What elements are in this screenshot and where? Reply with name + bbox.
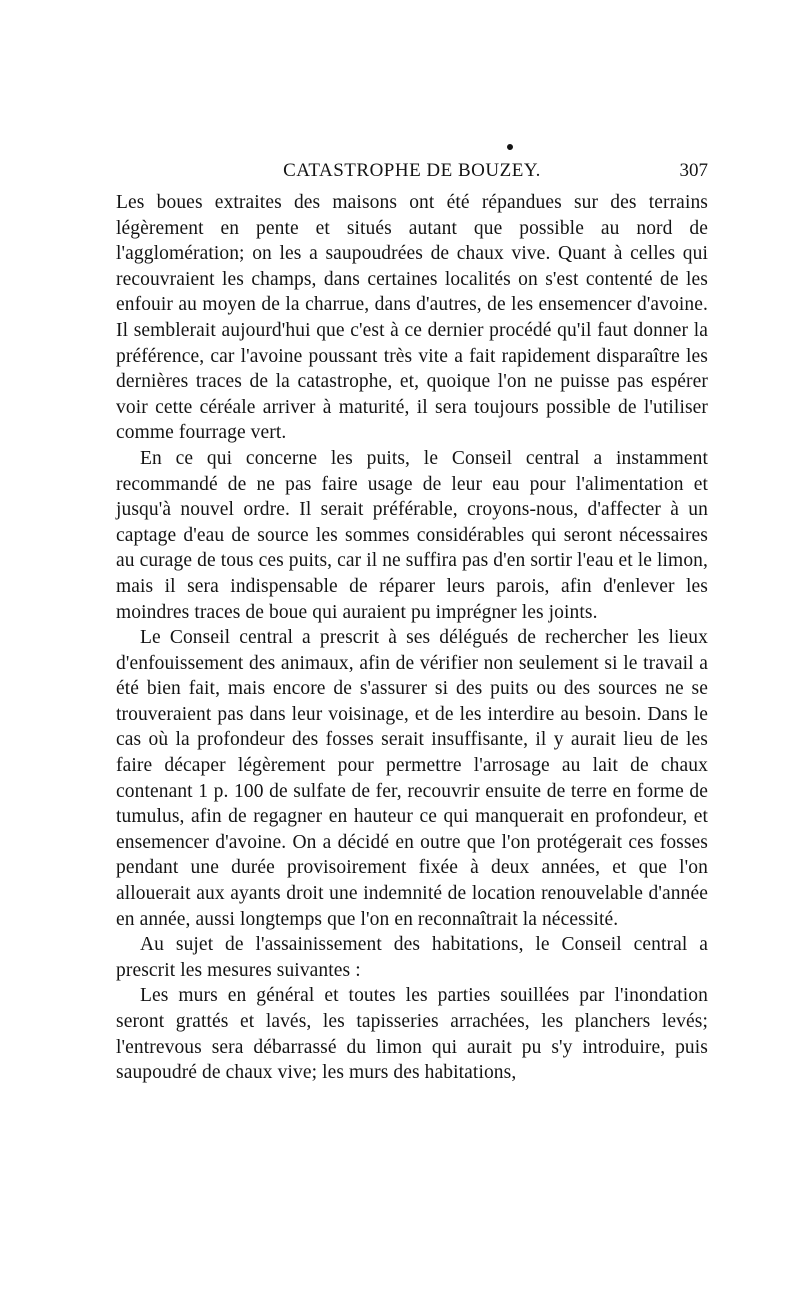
paragraph-animaux: Le Conseil central a prescrit à ses délégués de rechercher les lieux d'enfouissement des animaux, afin de vérifier non seulement si le travail a été bien fait, mais encore de s'assurer si des puits ou des sources ne se trouveraient pas dans leur voisinage, et de les interdire au besoin. Dans le cas où la profondeur des fosses serait insuffisante, il y aurait lieu de les faire décaper légèrement pour permettre l'arrosage au lait de chaux contenant 1 p. 100 de sulfate de fer, recouvrir ensuite de terre en forme de tumulus, afin de regagner en hauteur ce qui manquerait en profondeur, et ensemencer d'avoine. On a décidé en outre que l'on protégerait ces fosses pendant une durée provisoirement fixée à deux années, et que l'on allouerait aux ayants droit une indemnité de location renouvelable d'année en année, aussi longtemps que l'on en reconnaîtrait la nécessité.	[116, 627, 708, 930]
running-title: CATASTROPHE DE BOUZEY.	[283, 160, 541, 181]
paragraph-puits: En ce qui concerne les puits, le Conseil central a instamment recommandé de ne pas faire usage de leur eau pour l'alimentation et jusqu'à nouvel ordre. Il serait préférable, croyons-nous, d'affecter à un captage d'eau de source les sommes considérables qui seront nécessaires au curage de tous ces puits, car il ne suffira pas d'en sortir l'eau et le limon, mais il sera indispensable de réparer leurs parois, afin d'enlever les moindres traces de boue qui auraient pu imprégner les joints.	[116, 447, 708, 623]
paragraph-boues: Les boues extraites des maisons ont été répandues sur des terrains légèrement en pente et situés autant que possible au nord de l'agglomération; on les a saupoudrées de chaux vive. Quant à celles qui recouvraient les champs, dans certaines localités on s'est contenté de les enfouir au moyen de la charrue, dans d'autres, de les ensemencer d'avoine. Il semblerait aujourd'hui que c'est à ce dernier procédé qu'il faut donner la préférence, car l'avoine poussant très vite a fait rapidement disparaître les dernières traces de la catastrophe, et, quoique l'on ne puisse pas espérer voir cette céréale arriver à maturité, il sera toujours possible de l'utiliser comme fourrage vert.	[116, 192, 708, 444]
page-body	[116, 190, 708, 1086]
page-header	[116, 160, 708, 186]
ink-dot	[507, 144, 513, 150]
paragraph-habitations: Au sujet de l'assainissement des habitations, le Conseil central a prescrit les mesures suivantes :	[116, 934, 708, 981]
page-number: 307	[679, 160, 708, 181]
paragraph-murs: Les murs en général et toutes les parties souillées par l'inondation seront grattés et lavés, les tapisseries arrachées, les planchers levés; l'entrevous sera débarrassé du limon qui aurait pu s'y introduire, puis saupoudré de chaux vive; les murs des habitations,	[116, 985, 708, 1084]
